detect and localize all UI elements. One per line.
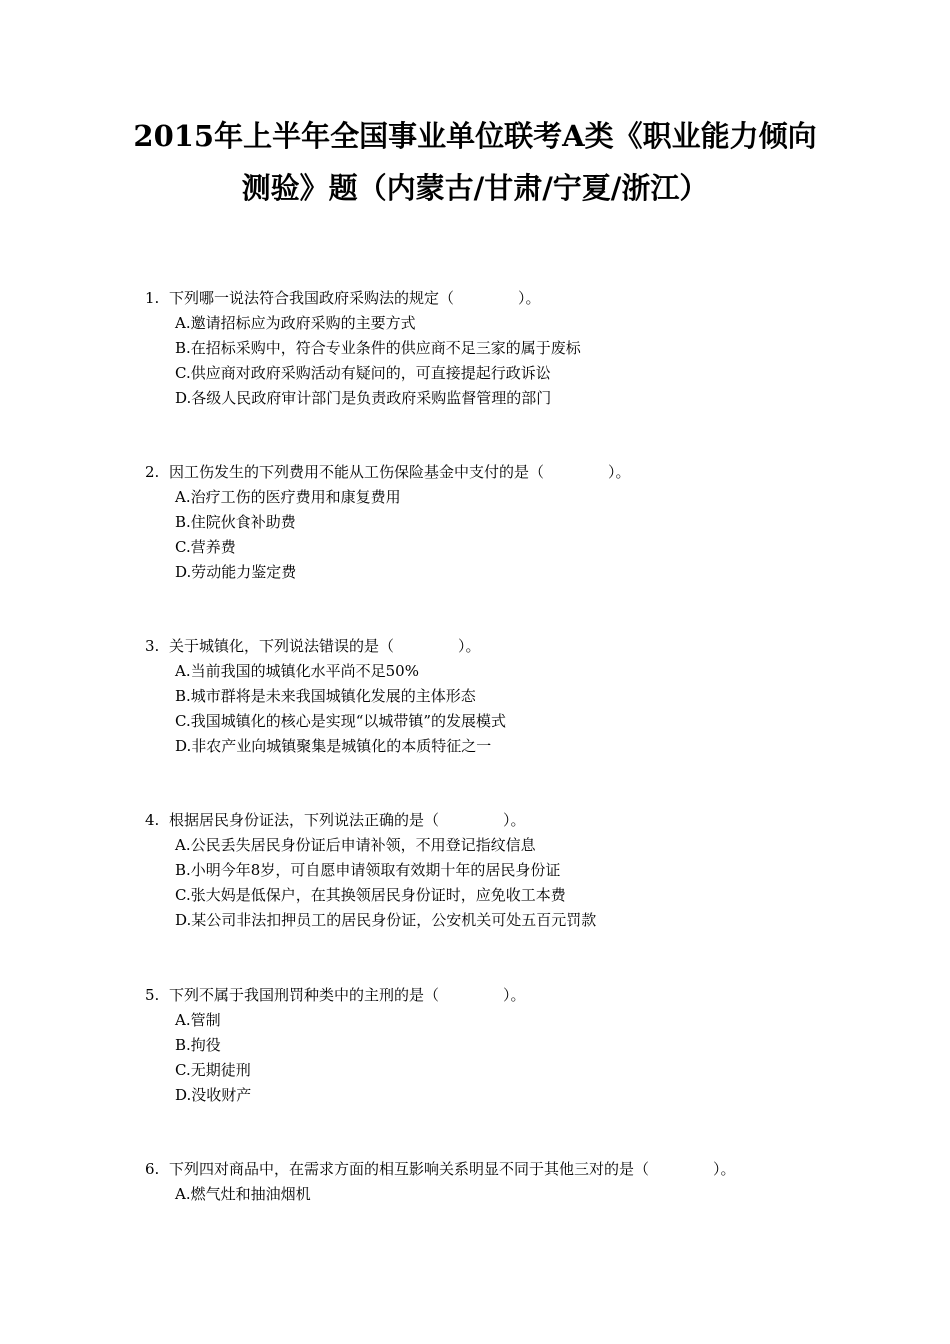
option-b: B.城市群将是未来我国城镇化发展的主体形态 — [175, 687, 476, 705]
question-text: 根据居民身份证法，下列说法正确的是（ — [169, 811, 440, 829]
option-a: A.当前我国的城镇化水平尚不足50% — [175, 662, 419, 680]
question-stem — [145, 460, 865, 485]
question-2 — [145, 460, 865, 585]
question-text: 下列四对商品中，在需求方面的相互影响关系明显不同于其他三对的是（ — [169, 1160, 650, 1178]
question-4 — [145, 808, 865, 933]
question-text: 因工伤发生的下列费用不能从工伤保险基金中支付的是（ — [169, 463, 545, 481]
question-number: 1. — [145, 289, 160, 307]
question-stem — [145, 286, 865, 311]
question-text: 关于城镇化，下列说法错误的是（ — [169, 637, 395, 655]
question-text: 下列哪一说法符合我国政府采购法的规定（ — [169, 289, 455, 307]
title-line-2: 测验》题（内蒙古/甘肃/宁夏/浙江） — [241, 171, 709, 205]
question-number: 3. — [145, 637, 160, 655]
option-d: D.各级人民政府审计部门是负责政府采购监督管理的部门 — [175, 389, 552, 407]
option-b: B.住院伙食补助费 — [175, 513, 296, 531]
option-c: C.供应商对政府采购活动有疑问的，可直接提起行政诉讼 — [175, 364, 551, 382]
question-1 — [145, 286, 865, 411]
question-stem — [145, 634, 865, 659]
option-a: A.公民丢失居民身份证后申请补领，不用登记指纹信息 — [175, 836, 536, 854]
option-d: D.劳动能力鉴定费 — [175, 563, 297, 581]
question-text-end: ）。 — [503, 986, 526, 1004]
question-text-end: ）。 — [518, 289, 541, 307]
option-a: A.治疗工伤的医疗费用和康复费用 — [175, 488, 401, 506]
option-b: B.小明今年8岁，可自愿申请领取有效期十年的居民身份证 — [175, 861, 561, 879]
option-d: D.非农产业向城镇聚集是城镇化的本质特征之一 — [175, 737, 492, 755]
option-c: C.我国城镇化的核心是实现“以城带镇”的发展模式 — [175, 712, 507, 730]
question-text-end: ）。 — [458, 637, 481, 655]
question-5 — [145, 983, 865, 1108]
option-b: B.在招标采购中，符合专业条件的供应商不足三家的属于废标 — [175, 339, 581, 357]
option-c: C.无期徒刑 — [175, 1061, 251, 1079]
question-stem — [145, 1157, 865, 1182]
page-title — [0, 110, 950, 214]
option-c: C.营养费 — [175, 538, 236, 556]
question-number: 2. — [145, 463, 160, 481]
option-a: A.燃气灶和抽油烟机 — [175, 1185, 311, 1203]
option-b: B.拘役 — [175, 1036, 221, 1054]
question-number: 5. — [145, 986, 160, 1004]
question-number: 4. — [145, 811, 160, 829]
option-c: C.张大妈是低保户，在其换领居民身份证时，应免收工本费 — [175, 886, 566, 904]
question-stem — [145, 808, 865, 833]
question-6 — [145, 1157, 865, 1207]
option-a: A.邀请招标应为政府采购的主要方式 — [175, 314, 416, 332]
question-text-end: ）。 — [608, 463, 631, 481]
option-a: A.管制 — [175, 1011, 221, 1029]
question-number: 6. — [145, 1160, 160, 1178]
question-text-end: ）。 — [713, 1160, 736, 1178]
question-text-end: ）。 — [503, 811, 526, 829]
title-line-1: 2015年上半年全国事业单位联考A类《职业能力倾向 — [133, 119, 817, 153]
option-d: D.某公司非法扣押员工的居民身份证，公安机关可处五百元罚款 — [175, 911, 597, 929]
option-d: D.没收财产 — [175, 1086, 252, 1104]
question-stem — [145, 983, 865, 1008]
question-3 — [145, 634, 865, 759]
question-text: 下列不属于我国刑罚种类中的主刑的是（ — [169, 986, 440, 1004]
